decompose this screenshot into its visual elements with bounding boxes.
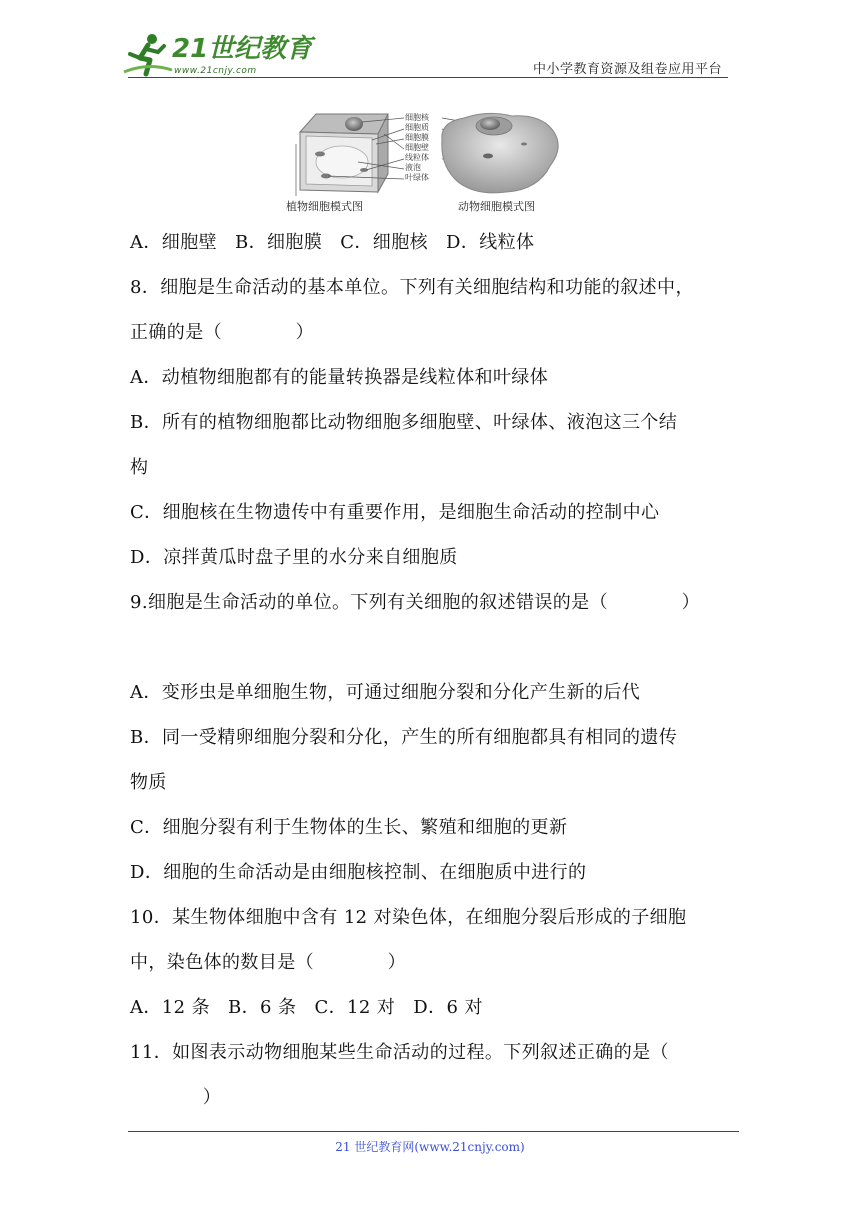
q8-stem-line-2: 正确的是（ ） bbox=[130, 322, 314, 343]
label-mitochondria: 线粒体 bbox=[405, 153, 429, 162]
animal-cell-illustration bbox=[442, 113, 558, 192]
q10-option-d[interactable]: D．6 对 bbox=[413, 997, 483, 1018]
label-cell-membrane: 细胞膜 bbox=[405, 133, 429, 142]
label-nucleus: 细胞核 bbox=[405, 113, 429, 122]
caption-animal-cell: 动物细胞模式图 bbox=[458, 200, 535, 213]
label-cytoplasm: 细胞质 bbox=[405, 123, 429, 132]
footer-link[interactable]: 21 世纪教育网(www.21cnjy.com) bbox=[335, 1140, 525, 1154]
question-content bbox=[130, 220, 734, 1120]
q7-options bbox=[130, 220, 734, 265]
q8-option-a[interactable]: A．动植物细胞都有的能量转换器是线粒体和叶绿体 bbox=[130, 367, 549, 388]
cell-diagram-image bbox=[292, 104, 568, 200]
q8-option-c[interactable]: C．细胞核在生物遗传中有重要作用，是细胞生命活动的控制中心 bbox=[130, 502, 660, 523]
q10-option-b[interactable]: B．6 条 bbox=[228, 997, 297, 1018]
q9-option-b-line-1[interactable]: B．同一受精卵细胞分裂和分化，产生的所有细胞都具有相同的遗传 bbox=[130, 727, 678, 748]
label-chloroplast: 叶绿体 bbox=[405, 173, 429, 182]
q8-stem-line-1: 8．细胞是生命活动的基本单位。下列有关细胞结构和功能的叙述中， bbox=[130, 277, 694, 298]
plant-cell-illustration bbox=[296, 114, 388, 196]
caption-plant-cell: 植物细胞模式图 bbox=[286, 200, 363, 213]
q10-stem-line-1: 10．某生物体细胞中含有 12 对染色体，在细胞分裂后形成的子细胞 bbox=[130, 907, 687, 928]
q9-option-d[interactable]: D．细胞的生命活动是由细胞核控制、在细胞质中进行的 bbox=[130, 862, 587, 883]
label-vacuole: 液泡 bbox=[405, 163, 421, 172]
page-header bbox=[0, 0, 860, 90]
q7-option-b[interactable]: B．细胞膜 bbox=[235, 232, 323, 253]
header-divider bbox=[128, 77, 728, 78]
q9-spacer bbox=[130, 625, 734, 670]
label-cell-wall: 细胞壁 bbox=[405, 143, 429, 152]
q10-option-a[interactable]: A．12 条 bbox=[130, 997, 211, 1018]
logo-url: www.21cnjy.com bbox=[174, 66, 257, 76]
q9-option-b-line-2[interactable]: 物质 bbox=[130, 772, 167, 793]
q8-option-d[interactable]: D．凉拌黄瓜时盘子里的水分来自细胞质 bbox=[130, 547, 458, 568]
footer-divider bbox=[128, 1131, 739, 1132]
q9-option-c[interactable]: C．细胞分裂有利于生物体的生长、繁殖和细胞的更新 bbox=[130, 817, 568, 838]
q10-options bbox=[130, 985, 734, 1030]
cell-diagram-figure bbox=[286, 104, 568, 216]
site-logo[interactable] bbox=[122, 32, 313, 80]
q9-stem: 9.细胞是生命活动的单位。下列有关细胞的叙述错误的是（ ） bbox=[130, 592, 700, 613]
q11-stem-line-2: ） bbox=[166, 1087, 222, 1108]
q7-option-d[interactable]: D．线粒体 bbox=[446, 232, 535, 253]
q9-option-a[interactable]: A．变形虫是单细胞生物，可通过细胞分裂和分化产生新的后代 bbox=[130, 682, 641, 703]
q10-option-c[interactable]: C．12 对 bbox=[314, 997, 396, 1018]
q11-stem-line-1: 11．如图表示动物细胞某些生命活动的过程。下列叙述正确的是（ bbox=[130, 1042, 669, 1063]
runner-logo-icon bbox=[122, 32, 174, 78]
header-tagline: 中小学教育资源及组卷应用平台 bbox=[532, 62, 722, 77]
q10-stem-line-2: 中，染色体的数目是（ ） bbox=[130, 952, 406, 973]
q7-option-c[interactable]: C．细胞核 bbox=[340, 232, 429, 253]
q7-option-a[interactable]: A．细胞壁 bbox=[130, 232, 217, 253]
q8-option-b-line-2[interactable]: 构 bbox=[130, 457, 149, 478]
q8-option-b-line-1[interactable]: B．所有的植物细胞都比动物细胞多细胞壁、叶绿体、液泡这三个结 bbox=[130, 412, 678, 433]
logo-text: 21世纪教育 bbox=[172, 34, 313, 64]
